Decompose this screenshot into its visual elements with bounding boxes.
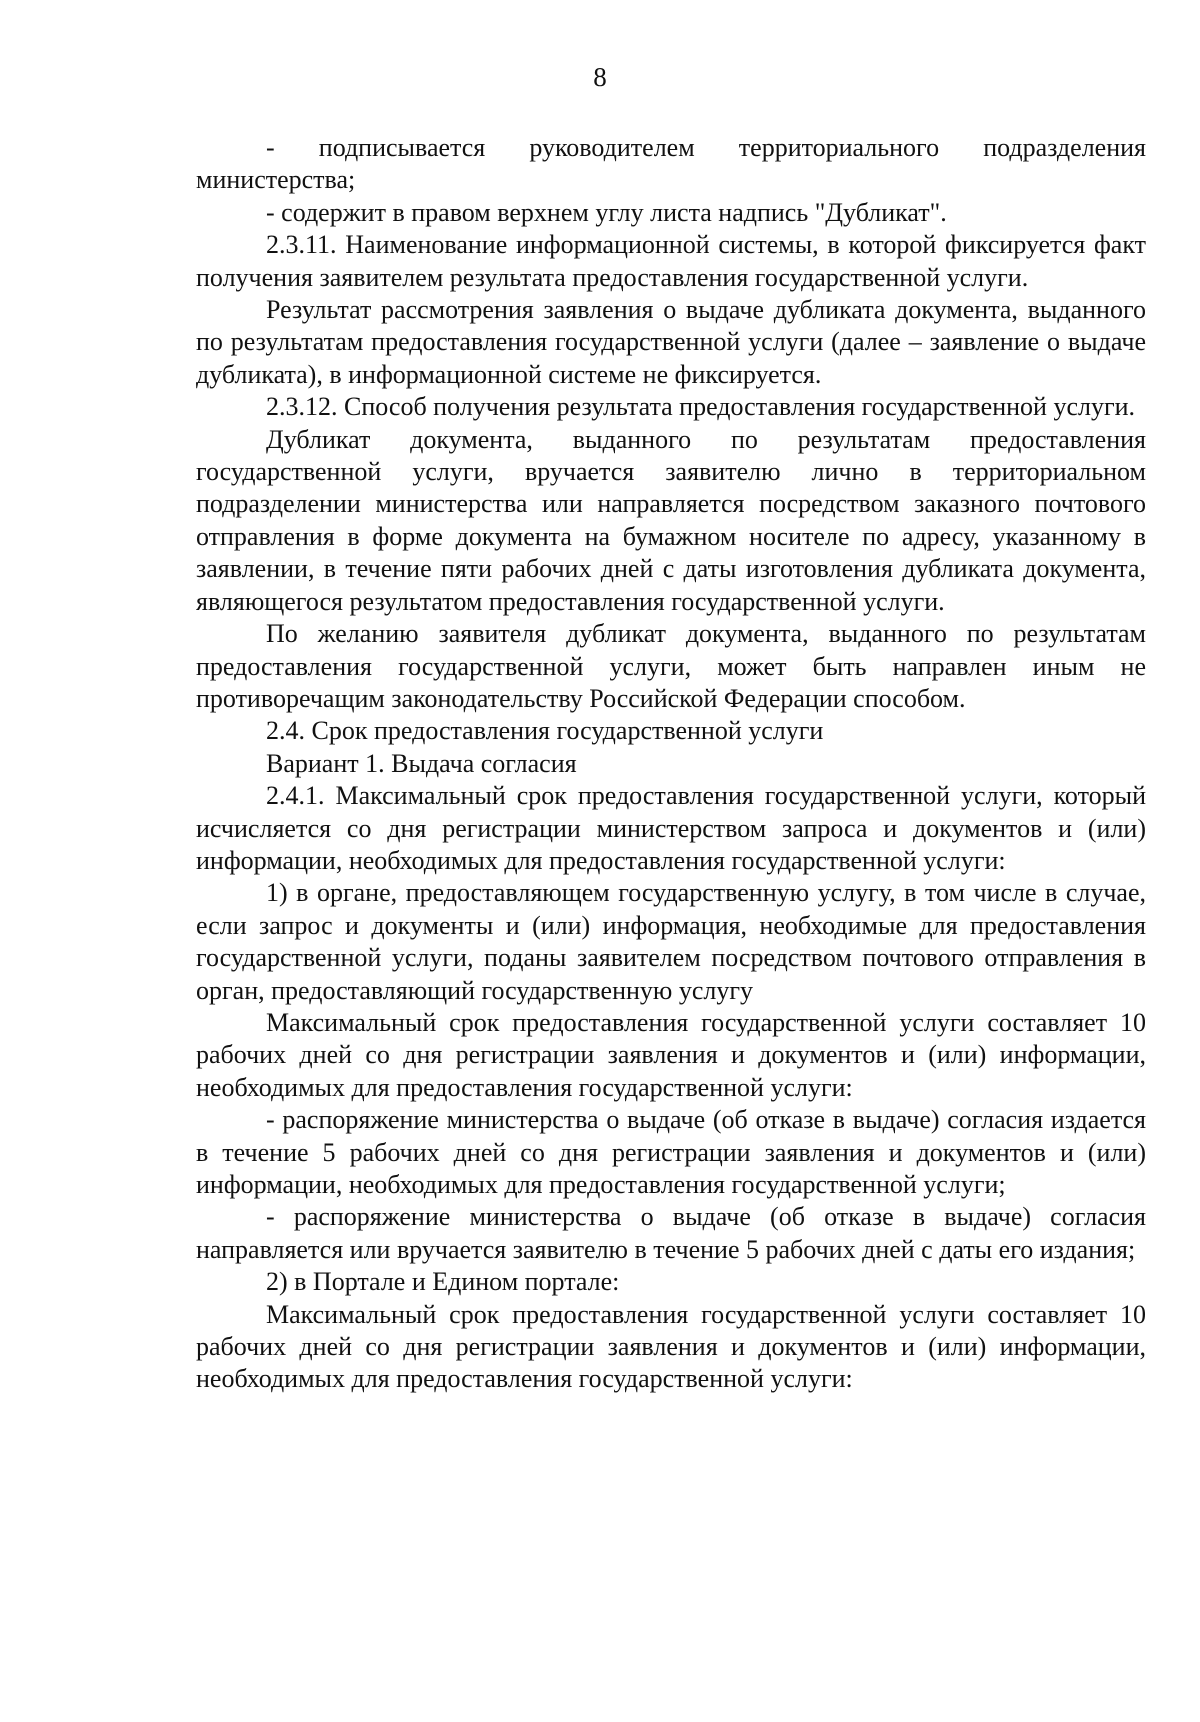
paragraph: Максимальный срок предоставления государственной услуги составляет 10 рабочих дней со дня регистрации заявления и документов и (или) информации, необходимых для предоставления государственной услуги: [196,1299,1146,1394]
paragraph: Дубликат документа, выданного по результатам предоставления государственной услуги, вручается заявителю лично в территориальном подразделении министерства или направляется посредством заказного почтового отправления в форме документа на бумажном носителе по адресу, указанному в заявлении, в течение пяти рабочих дней с даты изготовления дубликата документа, являющегося результатом предоставления государственной услуги. [196,424,1146,616]
paragraph: По желанию заявителя дубликат документа, выданного по результатам предоставления государственной услуги, может быть направлен иным не противоречащим законодательству Российской Федерации способом. [196,619,1146,713]
paragraph: - содержит в правом верхнем углу листа надпись "Дубликат". [266,197,947,227]
paragraph: Результат рассмотрения заявления о выдаче дубликата документа, выданного по результатам предоставления государственной услуги (далее – заявление о выдаче дубликата), в информационной системе не фиксируется. [196,295,1146,389]
page-number: 8 [593,62,607,92]
document-body [196,132,1146,1396]
paragraph: - подписывается руководителем территориального подразделения министерства; [196,133,1146,195]
paragraph: Максимальный срок предоставления государственной услуги составляет 10 рабочих дней со дня регистрации заявления и документов и (или) информации, необходимых для предоставления государственной услуги: [196,1007,1146,1102]
paragraph: - распоряжение министерства о выдаче (об отказе в выдаче) согласия направляется или вручается заявителю в течение 5 рабочих дней с даты его издания; [196,1202,1146,1264]
paragraph: 2) в Портале и Едином портале: [266,1267,620,1297]
paragraph: 2.3.11. Наименование информационной системы, в которой фиксируется факт получения заявителем результата предоставления государственной услуги. [196,230,1146,292]
paragraph: 1) в органе, предоставляющем государственную услугу, в том числе в случае, если запрос и документы и (или) информация, необходимые для предоставления государственной услуги, поданы заявителем посредством почтового отправления в орган, предоставляющий государственную услугу [196,878,1146,1005]
paragraph: - распоряжение министерства о выдаче (об отказе в выдаче) согласия издается в течение 5 рабочих дней со дня регистрации заявления и документов и (или) информации, необходимых для предоставления государственной услуги; [196,1105,1146,1199]
paragraph: 2.4.1. Максимальный срок предоставления государственной услуги, который исчисляется со дня регистрации министерством запроса и документов и (или) информации, необходимых для предоставления государственной услуги: [196,781,1146,875]
section-heading: 2.4. Срок предоставления государственной услуги [266,716,824,746]
paragraph: 2.3.12. Способ получения результата предоставления государственной услуги. [266,392,1136,422]
subsection-heading: Вариант 1. Выдача согласия [266,748,577,778]
